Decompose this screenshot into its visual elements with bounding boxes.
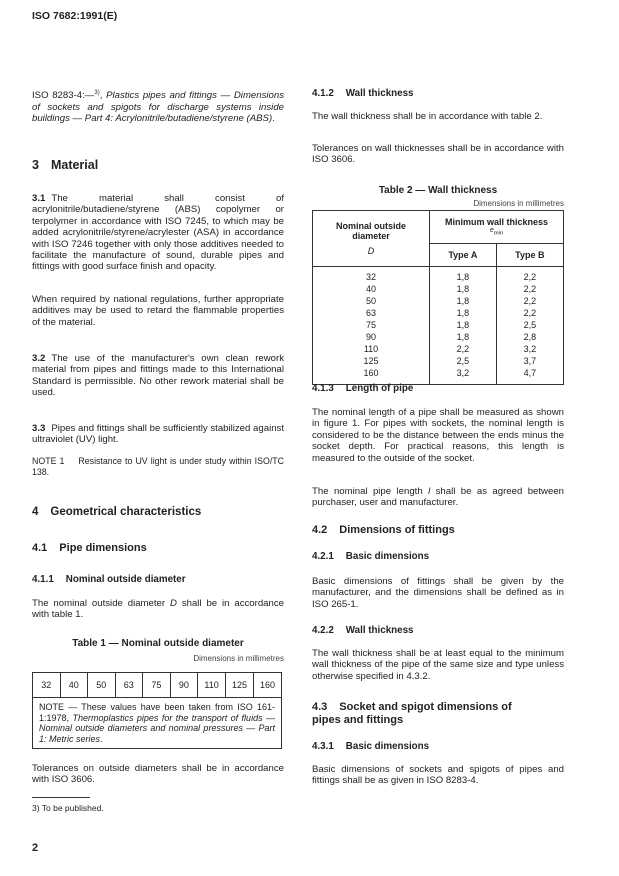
paragraph-3-2 xyxy=(32,353,284,399)
section-3-heading xyxy=(32,158,98,172)
table-row xyxy=(313,319,564,331)
section-4-3-heading xyxy=(312,701,542,727)
paragraph-4-1-3-b xyxy=(312,486,564,509)
paragraph-4-2-2: The wall thickness shall be at least equal to the minimum wall thickness of the pipe of the same size and type unless otherwise specified in 4.3.2. xyxy=(312,648,564,682)
table-cell: 90 xyxy=(313,331,430,343)
section-4-1-2-heading xyxy=(312,88,414,99)
table-cell: 90 xyxy=(170,673,198,698)
table-cell: 63 xyxy=(115,673,143,698)
table-cell: 40 xyxy=(313,283,430,295)
table-cell: 2,8 xyxy=(496,331,563,343)
section-4-3-1-heading xyxy=(312,741,429,752)
header-label: Minimum wall thickness xyxy=(444,217,549,228)
table-row xyxy=(33,673,282,698)
header-type-a: Type A xyxy=(430,244,497,267)
table-cell: 32 xyxy=(33,673,61,698)
table-cell: 63 xyxy=(313,307,430,319)
table-cell: 3,2 xyxy=(496,343,563,355)
section-4-2-1-heading xyxy=(312,551,429,562)
table-cell: 2,5 xyxy=(496,319,563,331)
document-id-header: ISO 7682:1991(E) xyxy=(32,10,118,22)
paragraph-4-1-2-b: Tolerances on wall thicknesses shall be in accordance with ISO 3606. xyxy=(312,143,564,166)
table-row xyxy=(313,267,564,284)
paragraph-4-1-1 xyxy=(32,598,284,621)
section-number: 4.2.1 xyxy=(312,551,334,562)
table-cell: 1,8 xyxy=(430,295,497,307)
note-end: . xyxy=(100,733,103,744)
clause-text: The material shall consist of acrylonitrile/butadiene/styrene (ABS) copolymer or terpolymer in accordance with ISO 7245, to which may be added acrylonitrile/styrene/acrylester (ASA) in accordance with ISO 7246 together with only those additives needed to facilitate the manufacture of sound, durable pipes and fittings with good surface finish and opacity. xyxy=(32,193,284,273)
text: The nominal outside diameter xyxy=(32,598,170,609)
section-number: 4.1.1 xyxy=(32,574,54,585)
table-cell: 2,2 xyxy=(496,283,563,295)
text: shall be in accordance with table 1. xyxy=(32,598,284,621)
variable-l: l xyxy=(428,486,431,497)
table-cell: 40 xyxy=(60,673,88,698)
table-cell: 3,7 xyxy=(496,355,563,367)
table-header-row xyxy=(313,211,564,244)
clause-number: 3.2 xyxy=(32,353,46,364)
clause-text: Pipes and fittings shall be sufficiently stabilized against ultraviolet (UV) light. xyxy=(32,423,284,446)
note-text: Resistance to UV light is under study within ISO/TC 138. xyxy=(32,456,284,478)
paragraph-tolerances-od: Tolerances on outside diameters shall be in accordance with ISO 3606. xyxy=(32,763,284,786)
table-cell: 1,8 xyxy=(430,267,497,284)
ref-end: . xyxy=(272,113,275,124)
section-title: Pipe dimensions xyxy=(59,542,147,554)
note-citation: Thermoplastics pipes for the transport of fluids — Nominal outside diameters and nominal pressures — Part 1: Metric series xyxy=(39,712,275,744)
table-cell: 110 xyxy=(198,673,226,698)
table-row xyxy=(313,331,564,343)
paragraph-3-1-b: When required by national regulations, further appropriate additives may be used to retard the flammable properties of the material. xyxy=(32,294,284,328)
header-type-b: Type B xyxy=(496,244,563,267)
section-title: Wall thickness xyxy=(345,625,414,636)
header-label: Nominal outside diameter xyxy=(335,221,406,241)
table-2 xyxy=(312,210,564,385)
section-4-2-2-heading xyxy=(312,625,414,636)
symbol-sub: min xyxy=(493,230,504,237)
section-4-2-heading xyxy=(312,524,455,536)
ref-sep: , xyxy=(99,90,107,102)
table-row xyxy=(313,283,564,295)
section-4-heading xyxy=(32,506,201,518)
table-cell: 1,8 xyxy=(430,319,497,331)
section-title: Material xyxy=(50,158,99,172)
text: shall be as agreed between purchaser, user and manufacturer. xyxy=(312,486,564,509)
section-title: Basic dimensions xyxy=(345,551,430,562)
paragraph-3-3 xyxy=(32,423,284,446)
section-4-1-1-heading xyxy=(32,574,186,585)
table-2-units: Dimensions in millimetres xyxy=(473,199,564,208)
table-1-units: Dimensions in millimetres xyxy=(193,654,284,663)
table-cell: 2,2 xyxy=(430,343,497,355)
paragraph-4-3-1: Basic dimensions of sockets and spigots of pipes and fittings shall be as given in ISO 8283-4. xyxy=(312,764,564,787)
table-cell: 2,2 xyxy=(496,267,563,284)
header-nominal-od xyxy=(313,211,430,267)
table-cell: 1,8 xyxy=(430,307,497,319)
paragraph-3-1 xyxy=(32,193,284,273)
section-4-1-heading xyxy=(32,542,147,554)
paragraph-4-1-3-a: The nominal length of a pipe shall be measured as shown in figure 1. For pipes with sockets, the nominal length is considered to be the distance between the ends minus the socket depth. For practical reasons, this length is measured to the outside of the socket. xyxy=(312,407,564,464)
table-row xyxy=(313,355,564,367)
paragraph-4-1-2-a: The wall thickness shall be in accordance with table 2. xyxy=(312,111,543,122)
section-title: Nominal outside diameter xyxy=(65,574,186,585)
section-number: 4 xyxy=(32,506,39,518)
table-cell: 50 xyxy=(88,673,116,698)
table-1-title: Table 1 — Nominal outside diameter xyxy=(72,638,244,649)
text: The nominal pipe length xyxy=(312,486,429,497)
section-number: 4.1.3 xyxy=(312,383,334,394)
variable-D: D xyxy=(169,598,177,609)
table-cell: 32 xyxy=(313,267,430,284)
header-min-wall xyxy=(430,211,564,244)
header-symbol: D xyxy=(367,246,375,256)
table-2-body xyxy=(313,267,564,385)
note-label: NOTE 1 xyxy=(32,456,65,466)
table-cell: 3,2 xyxy=(430,367,497,385)
clause-number: 3.1 xyxy=(32,193,46,204)
reference-entry xyxy=(32,88,284,124)
table-row xyxy=(313,307,564,319)
clause-number: 3.3 xyxy=(32,423,46,434)
table-cell: 4,7 xyxy=(496,367,563,385)
page-number: 2 xyxy=(32,842,39,854)
section-title: Basic dimensions xyxy=(345,741,430,752)
table-cell: 2,5 xyxy=(430,355,497,367)
table-1-note xyxy=(33,698,282,749)
section-title: Length of pipe xyxy=(345,383,414,394)
section-number: 4.1.2 xyxy=(312,88,334,99)
section-title: Socket and spigot dimensions of pipes and fittings xyxy=(312,701,512,726)
table-cell: 1,8 xyxy=(430,331,497,343)
table-cell: 110 xyxy=(313,343,430,355)
section-number: 4.2 xyxy=(312,524,328,536)
table-1 xyxy=(32,672,282,749)
table-cell: 75 xyxy=(143,673,171,698)
section-title: Wall thickness xyxy=(345,88,414,99)
ref-title: Plastics pipes and fittings — Dimensions of sockets and spigots for discharge systems inside buildings — Part 4: Acrylonitrile/butadiene/styrene (ABS) xyxy=(32,90,284,124)
section-number: 4.1 xyxy=(32,542,48,554)
section-number: 3 xyxy=(32,158,39,172)
table-cell: 160 xyxy=(313,367,430,385)
table-cell: 125 xyxy=(313,355,430,367)
table-row xyxy=(313,343,564,355)
table-row xyxy=(313,367,564,385)
table-cell: 2,2 xyxy=(496,307,563,319)
table-cell: 125 xyxy=(226,673,254,698)
ref-number: ISO 8283-4:— xyxy=(32,90,95,102)
note-text: NOTE — These values have been taken from ISO 161-1:1978, xyxy=(39,702,275,723)
footnote-rule xyxy=(32,797,90,798)
footnote-mark: 3) xyxy=(94,90,100,96)
footnote: 3) To be published. xyxy=(32,803,104,813)
section-number: 4.3 xyxy=(312,701,328,713)
table-cell: 50 xyxy=(313,295,430,307)
section-number: 4.2.2 xyxy=(312,625,334,636)
table-row xyxy=(313,295,564,307)
clause-text: The use of the manufacturer's own clean rework material from pipes and fittings made to this International Standard is permissible. No other rework material shall be used. xyxy=(32,353,284,399)
table-cell: 2,2 xyxy=(496,295,563,307)
table-cell: 1,8 xyxy=(430,283,497,295)
section-4-1-3-heading xyxy=(312,383,413,394)
table-2-title: Table 2 — Wall thickness xyxy=(378,185,498,196)
note-1 xyxy=(32,456,284,479)
section-number: 4.3.1 xyxy=(312,741,334,752)
symbol-e: e xyxy=(489,227,494,235)
paragraph-4-2-1: Basic dimensions of fittings shall be given by the manufacturer, and the dimensions shall be defined as in ISO 265-1. xyxy=(312,576,564,610)
section-title: Dimensions of fittings xyxy=(339,524,455,536)
table-note-row xyxy=(33,698,282,749)
table-cell: 75 xyxy=(313,319,430,331)
section-title: Geometrical characteristics xyxy=(50,506,202,518)
table-cell: 160 xyxy=(253,673,281,698)
